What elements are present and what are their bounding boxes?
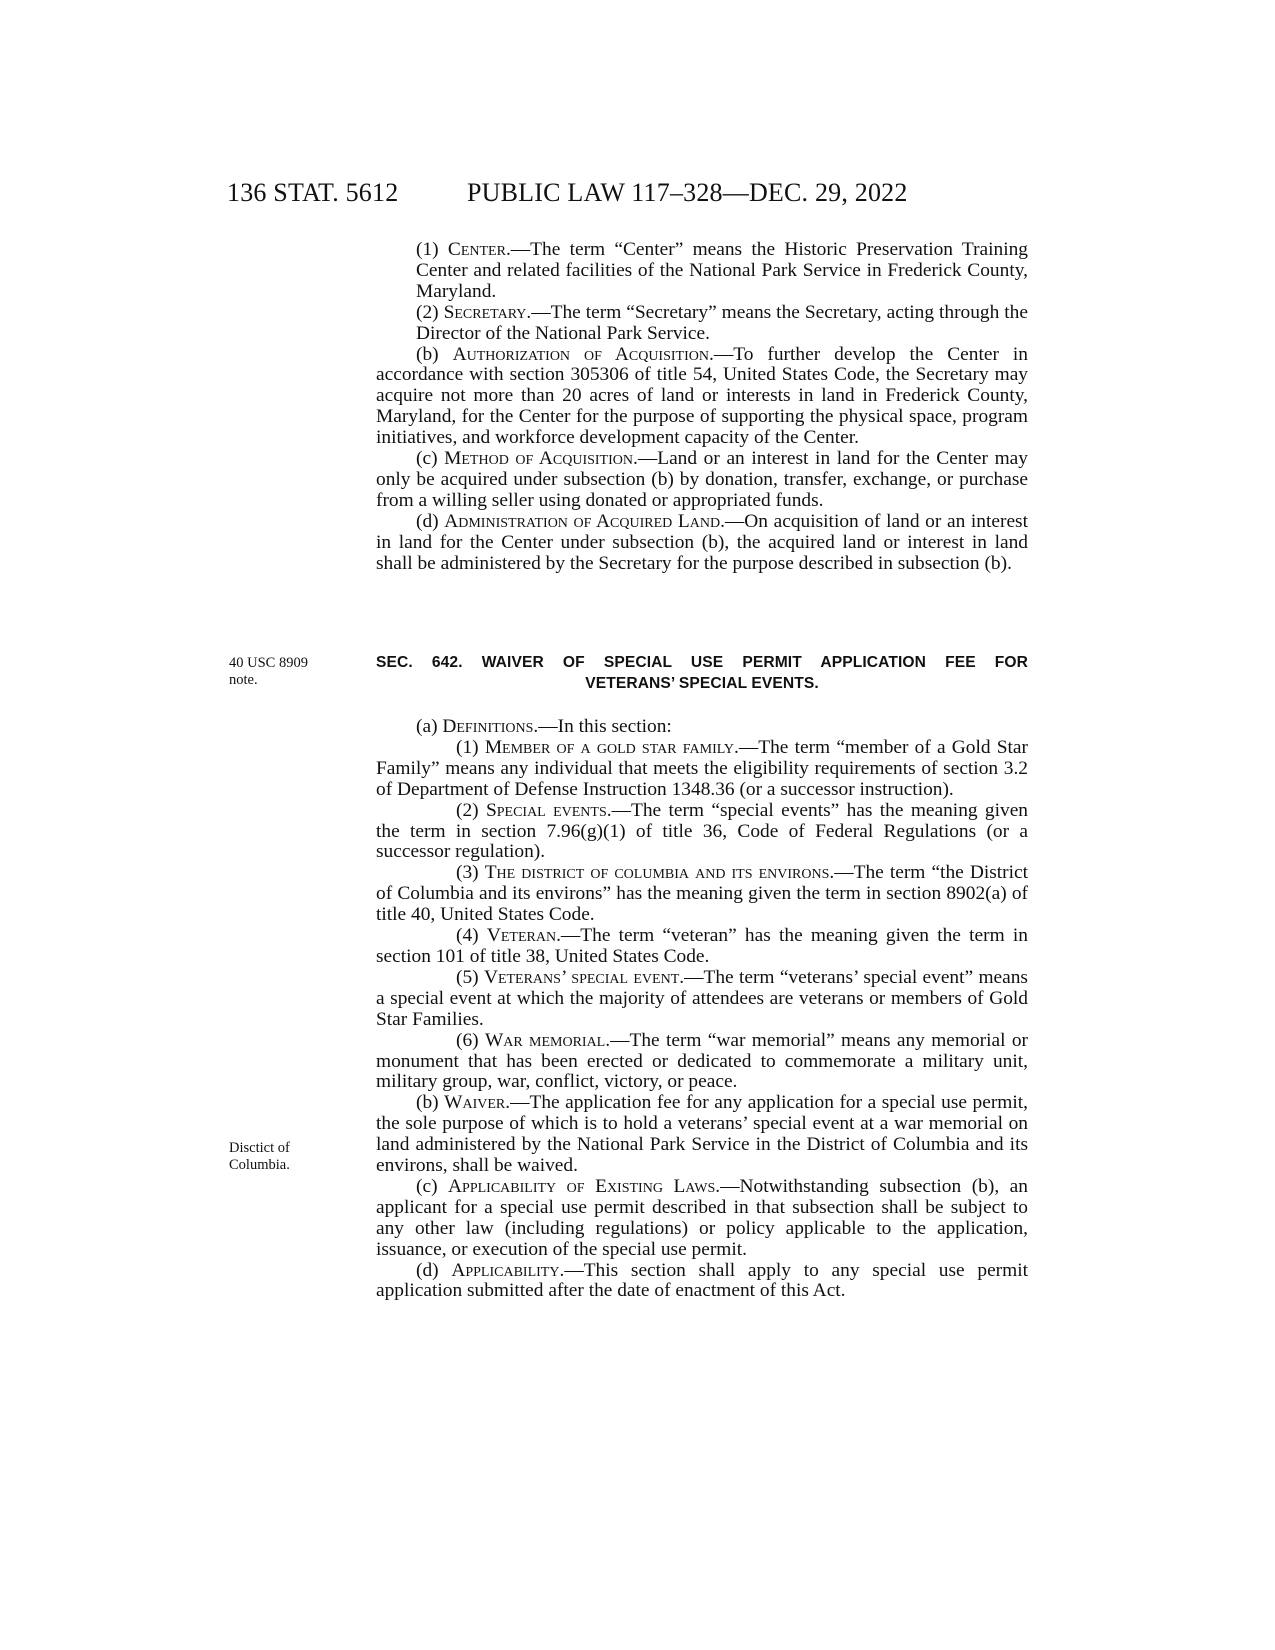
para-number: (c) <box>416 448 445 470</box>
para-heading: Method of Acquisition <box>444 448 633 470</box>
para-text: .—Land or an interest in land for the Center may only be acquired under subsection (b) by donation, transfer, exchange, or purchase from a willing seller using donated or appropriated funds. <box>376 448 1028 511</box>
para-text: .—The term “special events” has the meaning given the term in section 7.96(g)(1) of title 36, Code of Federal Regulations (or a successor regulation). <box>376 799 1029 863</box>
para-number: (b) <box>416 1092 445 1114</box>
section-642-text <box>376 717 1028 1302</box>
definition-special-events <box>376 801 1028 864</box>
running-header: PUBLIC LAW 117–328—DEC. 29, 2022 <box>467 178 908 207</box>
margin-note-line: Columbia. <box>229 1157 290 1173</box>
para-text: .—Notwithstanding subsection (b), an applicant for a special use permit described in that subsection shall be subject to any other law (including regulations) or policy applicable to the application, issuance, or execution of the special use permit. <box>376 1175 1028 1260</box>
para-heading: Center <box>447 239 506 260</box>
para-text: .—To further develop the Center in accordance with section 305306 of title 54, United States Code, the Secretary may acquire not more than 20 acres of land or interests in land in Frederick County, Maryland, for the Center for the purpose of supporting the physical space, program initiatives, and workforce development capacity of the Center. <box>376 343 1028 449</box>
subsection-d-administration <box>376 512 1028 575</box>
para-text: .—The term “veteran” has the meaning given the term in section 101 of title 38, United States Code. <box>376 925 1028 967</box>
para-number: (1) <box>416 239 448 260</box>
para-text: .—In this section: <box>533 716 672 737</box>
para-heading: Waiver <box>444 1092 506 1114</box>
para-number: (3) <box>456 862 485 884</box>
margin-note-line: note. <box>229 672 258 688</box>
para-heading: Member of a gold star family <box>484 736 735 758</box>
definition-veterans-special-event <box>376 968 1028 1031</box>
subsection-a-definitions <box>376 717 1028 738</box>
para-heading: Definitions <box>442 716 534 737</box>
para-text: .—This section shall apply to any special use permit application submitted after the date of enactment of this Act. <box>376 1259 1028 1302</box>
para-number: (d) <box>416 510 445 532</box>
margin-note-line: 40 USC 8909 <box>229 655 308 671</box>
para-text: .—The term “member of a Gold Star Family” means any individual that meets the eligibility requirements of section 3.2 of Department of Defense Instruction 1348.36 (or a successor instruction). <box>376 736 1028 800</box>
subsection-c-method <box>376 449 1028 512</box>
definition-gold-star <box>376 738 1028 801</box>
page-stat-citation: 136 STAT. 5612 <box>227 178 399 207</box>
para-text: .—The term “Center” means the Historic Preservation Training Center and related facilities of the National Park Service in Frederick County, Maryland. <box>416 239 1028 302</box>
para-heading: War memorial <box>484 1029 606 1051</box>
para-heading: Secretary <box>443 301 527 323</box>
definition-dc-environs <box>376 863 1028 926</box>
definition-war-memorial <box>376 1031 1028 1094</box>
para-heading: Applicability of Existing Laws <box>448 1175 716 1197</box>
subsection-b-waiver <box>376 1093 1028 1177</box>
subsection-c-existing-laws <box>376 1177 1028 1261</box>
para-heading: Veteran <box>486 925 557 947</box>
margin-note-dc <box>229 1140 290 1174</box>
section-heading-line: SEC. 642. WAIVER OF SPECIAL USE PERMIT APPLICATION FEE FOR <box>376 654 1028 671</box>
para-number: (2) <box>416 301 444 323</box>
para-heading: Special events <box>485 799 607 821</box>
para-number: (5) <box>456 966 484 988</box>
para-number: (2) <box>456 799 486 821</box>
para-text: .—The term “war memorial” means any memorial or monument that has been erected or dedicated to commemorate a military unit, military group, war, conflict, victory, or peace. <box>376 1029 1028 1093</box>
para-number: (4) <box>456 925 487 947</box>
subsection-b-authorization <box>376 345 1028 450</box>
definition-veteran <box>376 926 1028 968</box>
para-heading: Authorization of Acquisition <box>452 343 709 365</box>
section-heading-line: VETERANS’ SPECIAL EVENTS. <box>585 674 819 692</box>
section-642-heading <box>376 653 1028 694</box>
para-number: (1) <box>456 736 485 758</box>
para-number: (6) <box>456 1029 485 1051</box>
definition-secretary <box>376 303 1028 345</box>
para-text: .—The application fee for any application for a special use permit, the sole purpose of which is to hold a veterans’ special event at a war memorial on land administered by the National Park Service in the District of Columbia and its environs, shall be waived. <box>376 1092 1028 1177</box>
para-text: .—The term “Secretary” means the Secretary, acting through the Director of the National Park Service. <box>416 301 1028 344</box>
para-heading: Administration of Acquired Land <box>444 510 721 532</box>
section-641-text <box>376 240 1028 575</box>
para-text: .—On acquisition of land or an interest in land for the Center under subsection (b), the acquired land or interest in land shall be administered by the Secretary for the purpose described in subsection (b). <box>376 510 1028 574</box>
para-number: (d) <box>416 1259 452 1281</box>
para-number: (c) <box>416 1175 449 1197</box>
para-text: .—The term “veterans’ special event” means a special event at which the majority of attendees are veterans or members of Gold Star Families. <box>376 966 1028 1030</box>
para-number: (b) <box>416 343 453 365</box>
margin-note-usc <box>229 655 308 689</box>
para-text: .—The term “the District of Columbia and its environs” has the meaning given the term in section 8902(a) of title 40, United States Code. <box>376 862 1028 926</box>
para-heading: Applicability <box>451 1259 560 1281</box>
subsection-d-applicability <box>376 1261 1028 1303</box>
definition-center <box>376 240 1028 303</box>
margin-note-line: Disctict of <box>229 1140 290 1156</box>
para-number: (a) <box>416 716 443 737</box>
para-heading: Veterans’ special event <box>483 966 680 988</box>
para-heading: The district of columbia and its environs <box>484 862 830 884</box>
